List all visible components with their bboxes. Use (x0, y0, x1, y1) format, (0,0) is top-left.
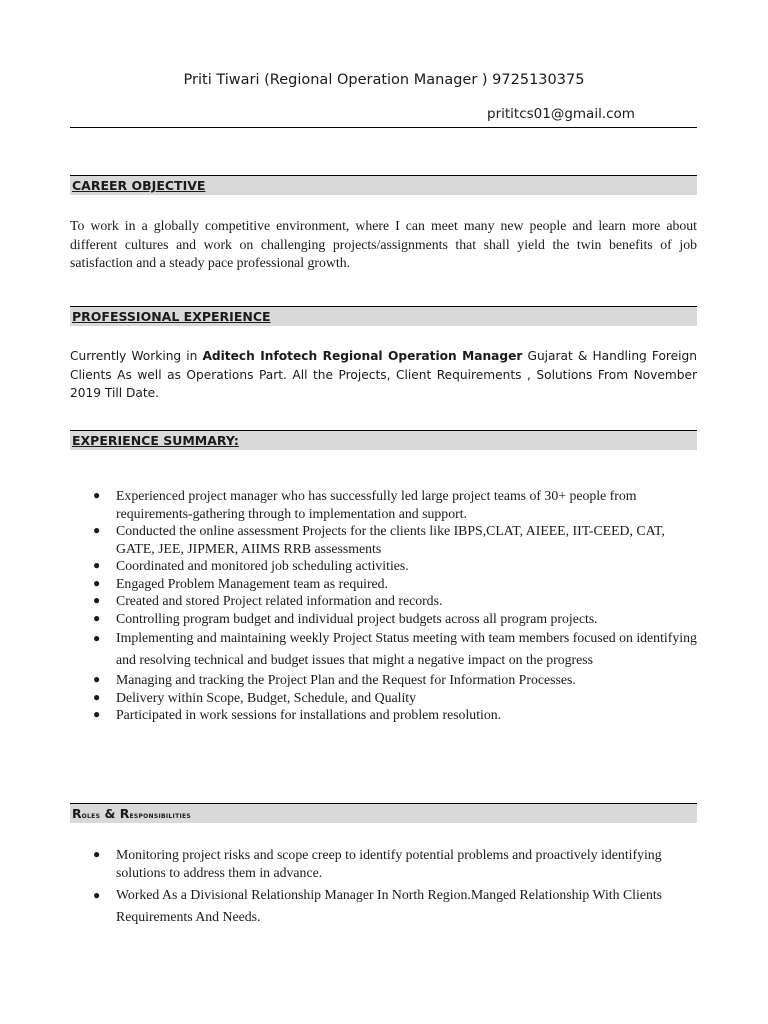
section-header-professional-experience (70, 306, 697, 326)
list-item (70, 522, 697, 557)
experience-company-role: Aditech Infotech Regional Operation Manager (202, 349, 523, 363)
candidate-email: prititcs01@gmail.com (487, 106, 635, 122)
section-title-text: EXPERIENCE SUMMARY (72, 433, 234, 448)
bullet-icon: ● (93, 707, 101, 721)
list-item (70, 557, 697, 575)
list-item (70, 627, 697, 671)
title-ampersand: & (100, 806, 120, 821)
bullet-icon: ● (93, 689, 101, 704)
bullet-icon: ● (93, 488, 101, 502)
roles-list (70, 846, 697, 928)
header-name-line (0, 72, 768, 88)
list-item (70, 487, 697, 522)
candidate-title: (Regional Operation Manager (264, 72, 478, 88)
list-item-text: Monitoring project risks and scope creep to identify potential problems and proactively identifying solutions to address them in advance. (116, 847, 662, 880)
list-item-text: Conducted the online assessment Projects for the clients like IBPS,CLAT, AIEEE, IIT-CEED, CAT, GATE, JEE, JIPMER, AIIMS RRB assessments (116, 523, 665, 556)
bullet-icon: ● (93, 631, 101, 645)
list-item-text: Implementing and maintaining weekly Project Status meeting with team members focused on identifying and resolving technical and budget issues that might a negative impact on the progress (116, 630, 697, 667)
bullet-icon: ● (93, 610, 101, 625)
list-item (70, 689, 697, 707)
list-item-text: Created and stored Project related information and records. (116, 593, 443, 608)
section-title: PROFESSIONAL EXPERIENCE (72, 309, 271, 324)
header-divider (70, 127, 697, 128)
bullet-icon: ● (93, 558, 101, 572)
bullet-icon: ● (93, 847, 101, 861)
list-item (70, 884, 697, 928)
list-item-text: Controlling program budget and individual project budgets across all program projects. (116, 610, 598, 626)
experience-summary-list (70, 487, 697, 724)
section-header-experience-summary (70, 430, 697, 450)
bullet-icon: ● (93, 672, 101, 686)
experience-text-post: Gujarat & Handling Foreign Clients As well as Operations Part. All the Projects, Client Requirements , Solutions From November 2019 Till Date. (70, 349, 697, 400)
section-title: CAREER OBJECTIVE (72, 178, 206, 193)
title-esponsibilities: esponsibilities (129, 811, 192, 821)
title-initial-r2: R (119, 806, 130, 821)
candidate-name: Priti Tiwari (183, 72, 260, 88)
professional-experience-text (70, 347, 697, 403)
list-item-text: Experienced project manager who has successfully led large project teams of 30+ people from requirements-gathering through to implementation and support. (116, 488, 637, 521)
candidate-phone: ) 9725130375 (481, 72, 585, 88)
section-title-colon: : (233, 433, 239, 448)
list-item (70, 592, 697, 610)
list-item-text: Managing and tracking the Project Plan and the Request for Information Processes. (116, 672, 576, 687)
list-item-text: Worked As a Divisional Relationship Manager In North Region.Manged Relationship With Clients Requirements And Needs. (116, 887, 663, 924)
section-title (72, 433, 239, 448)
list-item-text: Engaged Problem Management team as required. (116, 575, 389, 591)
list-item (70, 610, 697, 628)
list-item (70, 846, 697, 881)
list-item-text: Delivery within Scope, Budget, Schedule, and Quality (116, 689, 417, 705)
list-item (70, 706, 697, 724)
bullet-icon: ● (93, 888, 101, 902)
experience-text-pre: Currently Working in (70, 349, 203, 363)
section-header-roles-responsibilities (70, 803, 697, 823)
title-initial-r: R (72, 806, 82, 821)
list-item (70, 671, 697, 689)
bullet-icon: ● (93, 523, 101, 537)
section-title (72, 806, 191, 821)
title-oles: oles (81, 811, 101, 821)
bullet-icon: ● (93, 593, 101, 607)
bullet-icon: ● (93, 575, 101, 590)
career-objective-text: To work in a globally competitive environment, where I can meet many new people and learn more about different cultures and work on challenging projects/assignments that shall yield the twin benefits of job satisfaction and a steady pace professional growth. (70, 218, 697, 270)
section-header-career-objective (70, 175, 697, 195)
list-item-text: Participated in work sessions for installations and problem resolution. (116, 707, 502, 722)
list-item (70, 575, 697, 593)
list-item-text: Coordinated and monitored job scheduling activities. (116, 558, 409, 573)
